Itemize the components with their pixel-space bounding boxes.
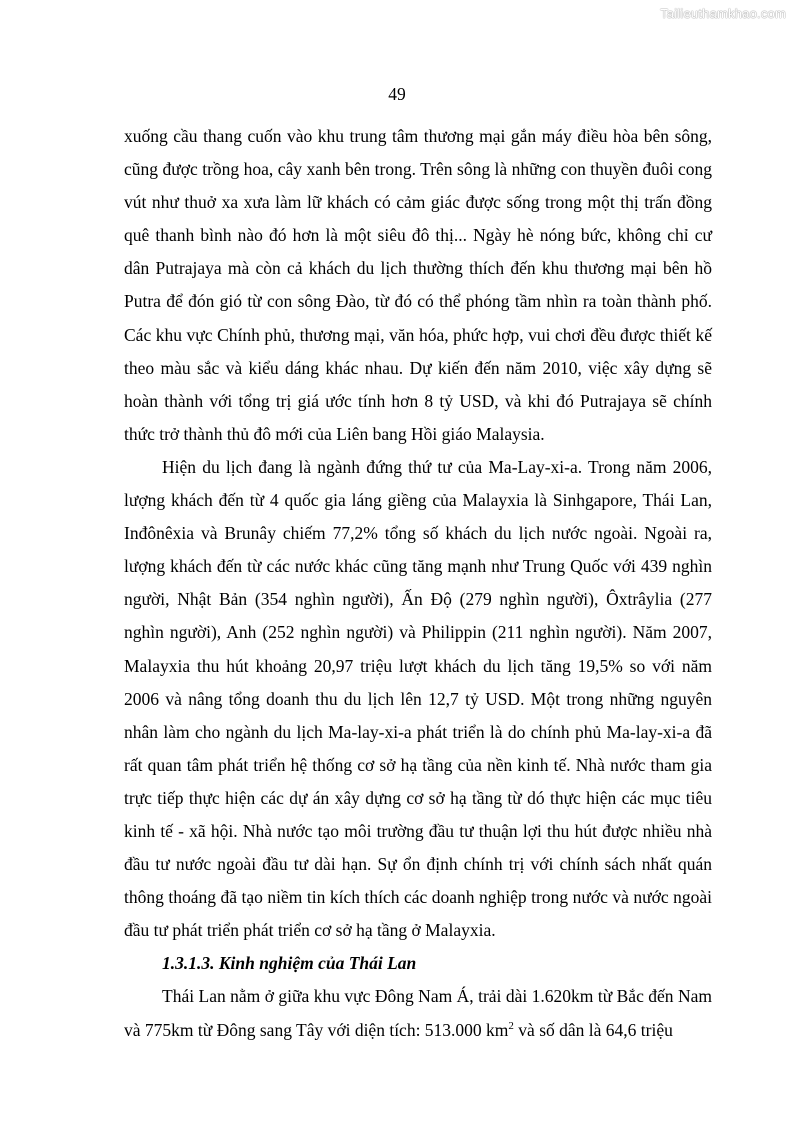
paragraph-thailand — [124, 980, 712, 1046]
section-heading: 1.3.1.3. Kinh nghiệm của Thái Lan — [162, 953, 417, 974]
page-number: 49 — [388, 84, 406, 104]
paragraph-malaysia-tourism: Hiện du lịch đang là ngành đứng thứ tư của Ma-Lay-xi-a. Trong năm 2006, lượng khách đến từ 4 quốc gia láng giềng của Malayxia là Sinhgapore, Thái Lan, Inđônêxia và Brunây chiếm 77,2% tổng số khách du lịch nước ngoài. Ngoài ra, lượng khách đến từ các nước khác cũng tăng mạnh như Trung Quốc với 439 nghìn người, Nhật Bản (354 nghìn người), Ấn Độ (279 nghìn người), Ôxtrâylia (277 nghìn người), Anh (252 nghìn người) và Philippin (211 nghìn người). Năm 2007, Malayxia thu hút khoảng 20,97 triệu lượt khách du lịch tăng 19,5% so với năm 2006 và nâng tổng doanh thu du lịch lên 12,7 tỷ USD. Một trong những nguyên nhân làm cho ngành du lịch Ma-lay-xi-a phát triển là do chính phủ Ma-lay-xi-a đã rất quan tâm phát triển hệ thống cơ sở hạ tầng của nền kinh tế. Nhà nước tham gia trực tiếp thực hiện các dự án xây dựng cơ sở hạ tầng từ dó thực hiện các mục tiêu kinh tế - xã hội. Nhà nước tạo môi trường đầu tư thuận lợi thu hút được nhiều nhà đầu tư nước ngoài đầu tư dài hạn. Sự ổn định chính trị với chính sách nhất quán thông thoáng đã tạo niềm tin kích thích các doanh nghiệp trong nước và nước ngoài đầu tư phát triển phát triển cơ sở hạ tầng ở Malayxia. — [124, 456, 712, 941]
thailand-text-part2: và số dân là 64,6 triệu — [513, 1019, 673, 1040]
thailand-text-part1: Thái Lan nằm ở giữa khu vực Đông Nam Á, trải dài 1.620km từ Bắc đến Nam và 775km từ Đông sang Tây với diện tích: 513.000 km — [124, 986, 712, 1040]
document-body — [124, 120, 712, 1047]
paragraph-putrajaya: xuống cầu thang cuốn vào khu trung tâm thương mại gắn máy điều hòa bên sông, cũng được trồng hoa, cây xanh bên trong. Trên sông là những con thuyền đuôi cong vút như thuở xa xưa làm lữ khách có cảm giác được sống trong một thị trấn đồng quê thanh bình nào đó hơn là một siêu đô thị... Ngày hè nóng bức, không chỉ cư dân Putrajaya mà còn cả khách du lịch thường thích đến khu thương mại bên hồ Putra để đón gió từ con sông Đào, từ đó có thể phóng tầm nhìn ra toàn thành phố. Các khu vực Chính phủ, thương mại, văn hóa, phức hợp, vui chơi đều được thiết kế theo màu sắc và kiểu dáng khác nhau. Dự kiến đến năm 2010, việc xây dựng sẽ hoàn thành với tổng trị giá ước tính hơn 8 tỷ USD, và khi đó Putrajaya sẽ chính thức trở thành thủ đô mới của Liên bang Hồi giáo Malaysia. — [124, 126, 712, 444]
superscript-2: 2 — [508, 1019, 514, 1032]
watermark: Tailieuthamkhao.com — [660, 6, 786, 21]
